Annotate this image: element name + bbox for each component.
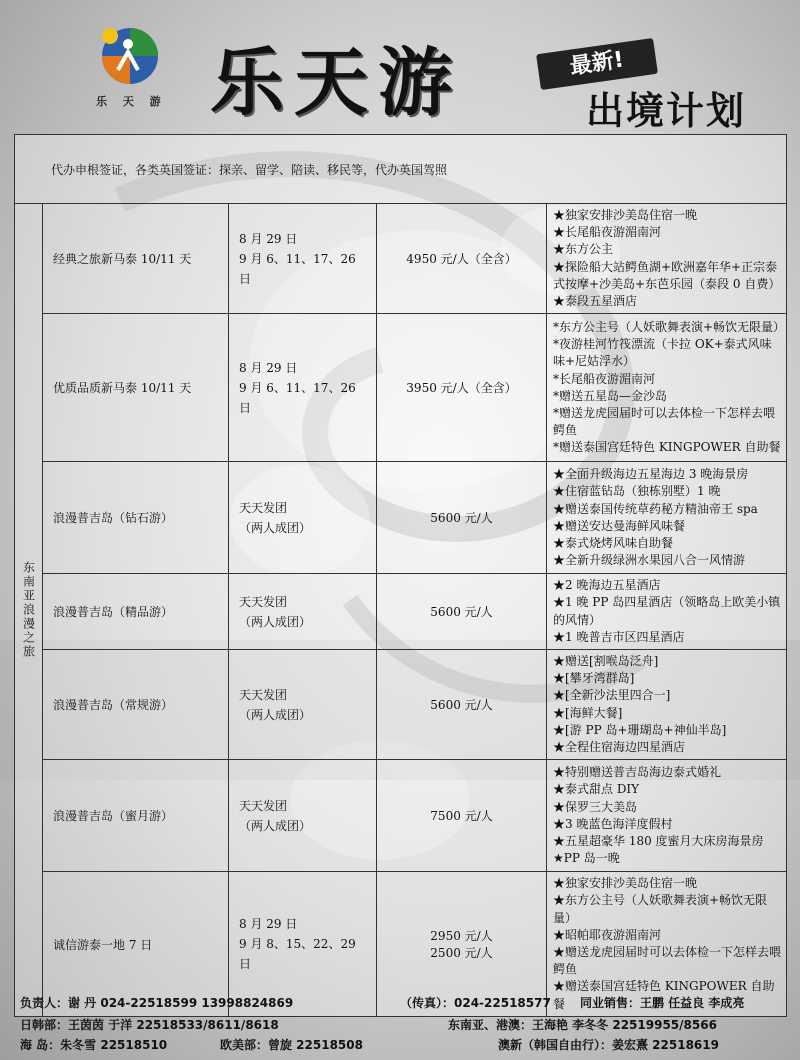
- highlight-item: ★泰式烧烤风味自助餐: [553, 535, 674, 550]
- route-highlights: [547, 650, 787, 760]
- route-highlights: [547, 204, 787, 314]
- route-highlights: [547, 574, 787, 650]
- highlight-item: ★昭帕耶夜游湄南河: [553, 927, 662, 942]
- route-name: 浪漫普吉岛（常规游）: [43, 650, 229, 760]
- highlight-item: ★住宿蓝钻岛（独栋别墅）1 晚: [553, 484, 721, 499]
- highlight-item: ★全程住宿海边四星酒店: [553, 740, 686, 755]
- route-row: [15, 204, 787, 314]
- route-price: 2950 元/人 2500 元/人: [377, 872, 547, 1017]
- highlight-item: ★[全新沙法里四合一]: [553, 688, 671, 703]
- highlight-item: *赠送五星岛—金沙岛: [553, 388, 668, 403]
- highlight-item: ★五星超豪华 180 度蜜月大床房海景房: [553, 833, 764, 848]
- highlight-item: ★1 晚普吉市区四星酒店: [553, 629, 685, 644]
- page-subtitle: 出境计划: [586, 89, 747, 133]
- route-price: 5600 元/人: [377, 462, 547, 574]
- route-name: 浪漫普吉岛（蜜月游）: [43, 760, 229, 872]
- route-dates: 天天发团 （两人成团）: [229, 462, 377, 574]
- highlight-item: ★全面升级海边五星海边 3 晚海景房: [553, 467, 749, 482]
- highlight-item: ★独家安排沙美岛住宿一晚: [553, 876, 698, 891]
- route-dates: 8 月 29 日 9 月 8、15、22、29 日: [229, 872, 377, 1017]
- route-name: 浪漫普吉岛（钻石游）: [43, 462, 229, 574]
- route-name: 诚信游泰一地 7 日: [43, 872, 229, 1017]
- notice-row: [15, 135, 787, 204]
- footer-row: [20, 1016, 790, 1036]
- highlight-item: ★3 晚蓝色海洋度假村: [553, 816, 673, 831]
- highlight-item: *长尾船夜游湄南河: [553, 371, 656, 386]
- highlight-item: ★探险船大站鳄鱼湖+欧洲嘉年华+正宗泰式按摩+沙美岛+东芭乐园（泰段 0 自费）: [553, 259, 781, 291]
- logo-caption: 乐 天 游: [96, 95, 167, 108]
- region-label: 东南亚浪漫之旅: [15, 204, 43, 1017]
- highlight-item: ★[游 PP 岛+珊瑚岛+神仙半岛]: [553, 722, 727, 737]
- highlight-item: ★泰式甜点 DIY: [553, 782, 640, 797]
- fax-contact: （传真）：024-22518577: [400, 996, 551, 1010]
- korea-dept-contact: 日韩部：王茵茵 于洋 22518533/8611/8618: [20, 1018, 279, 1032]
- route-dates: 天天发团 （两人成团）: [229, 574, 377, 650]
- highlight-item: ★全新升级绿洲水果园八合一风情游: [553, 553, 746, 568]
- footer-row: [20, 1036, 790, 1056]
- route-price: 3950 元/人（全含）: [377, 314, 547, 462]
- highlight-item: ★PP 岛一晚: [553, 851, 620, 866]
- route-dates: 8 月 29 日 9 月 6、11、17、26 日: [229, 204, 377, 314]
- route-price: 7500 元/人: [377, 760, 547, 872]
- highlight-item: *东方公主号（人妖歌舞表演+畅饮无限量）: [553, 319, 786, 334]
- highlight-item: ★特别赠送普吉岛海边泰式婚礼: [553, 765, 722, 780]
- page-title: 乐天游: [210, 40, 462, 126]
- route-dates: 8 月 29 日 9 月 6、11、17、26 日: [229, 314, 377, 462]
- anz-dept-contact: 澳新（韩国自由行）：姜宏熹 22518619: [498, 1038, 719, 1052]
- highlight-item: ★赠送泰国宫廷特色 KINGPOWER 自助餐: [553, 979, 775, 1011]
- highlight-item: ★独家安排沙美岛住宿一晚: [553, 208, 698, 222]
- route-highlights: [547, 760, 787, 872]
- highlight-item: *夜游桂河竹筏漂流（卡拉 OK+泰式风味味+尼姑浮水）: [553, 337, 772, 369]
- highlight-item: ★[攀牙湾群岛]: [553, 671, 635, 686]
- highlight-item: ★东方公主号（人妖歌舞表演+畅饮无限量）: [553, 893, 768, 925]
- route-row: [15, 314, 787, 462]
- route-name: 优质品质新马泰 10/11 天: [43, 314, 229, 462]
- highlight-item: ★保罗三大美岛: [553, 799, 638, 814]
- route-dates: 天天发团 （两人成团）: [229, 760, 377, 872]
- visa-notice: 代办申根签证，各类英国签证：探亲、留学、陪读、移民等，代办英国驾照: [15, 135, 787, 204]
- highlight-item: ★赠送泰国传统草药秘方精油帝王 spa: [553, 501, 758, 516]
- highlight-item: *赠送泰国宫廷特色 KINGPOWER 自助餐: [553, 440, 781, 455]
- header: [0, 0, 800, 132]
- route-price: 4950 元/人（全含）: [377, 204, 547, 314]
- route-price: 5600 元/人: [377, 574, 547, 650]
- routes-table: [14, 134, 787, 1017]
- route-price: 5600 元/人: [377, 650, 547, 760]
- highlight-item: ★1 晚 PP 岛四星酒店（领略岛上欧美小镇的风情）: [553, 595, 781, 627]
- island-dept-contact: 海 岛：朱冬雪 22518510: [20, 1038, 168, 1052]
- sea-dept-contact: 东南亚、港澳：王海艳 李冬冬 22519955/8566: [448, 1018, 717, 1032]
- sales-contact: 同业销售：王鹏 任益良 李成亮: [580, 996, 745, 1010]
- route-highlights: [547, 462, 787, 574]
- route-row: [15, 462, 787, 574]
- highlight-item: ★[海鲜大餐]: [553, 705, 623, 720]
- new-badge: 最新!: [536, 38, 658, 90]
- highlight-item: *赠送龙虎园届时可以去体检一下怎样去喂鳄鱼: [553, 405, 776, 438]
- euro-dept-contact: 欧美部：曾旋 22518508: [220, 1038, 363, 1052]
- route-highlights: [547, 314, 787, 462]
- route-name: 浪漫普吉岛（精品游）: [43, 574, 229, 650]
- highlight-item: ★赠送安达曼海鲜风味餐: [553, 518, 686, 533]
- highlight-item: ★东方公主: [553, 242, 614, 257]
- route-dates: 天天发团 （两人成团）: [229, 650, 377, 760]
- logo-icon: [96, 22, 160, 86]
- route-name: 经典之旅新马泰 10/11 天: [43, 204, 229, 314]
- highlight-item: ★泰段五星酒店: [553, 294, 638, 309]
- footer-contacts: [0, 990, 800, 1060]
- highlight-item: ★2 晚海边五星酒店: [553, 578, 661, 593]
- highlight-item: ★赠送龙虎园届时可以去体检一下怎样去喂鳄鱼: [553, 945, 782, 977]
- footer-row: [20, 994, 790, 1014]
- highlight-item: ★赠送[割喉岛泛舟]: [553, 654, 659, 669]
- route-row: [15, 574, 787, 650]
- manager-contact: 负责人：谢 丹 024-22518599 13998824869: [20, 996, 294, 1010]
- route-row: [15, 650, 787, 760]
- highlight-item: ★长尾船夜游湄南河: [553, 225, 662, 240]
- route-row: [15, 760, 787, 872]
